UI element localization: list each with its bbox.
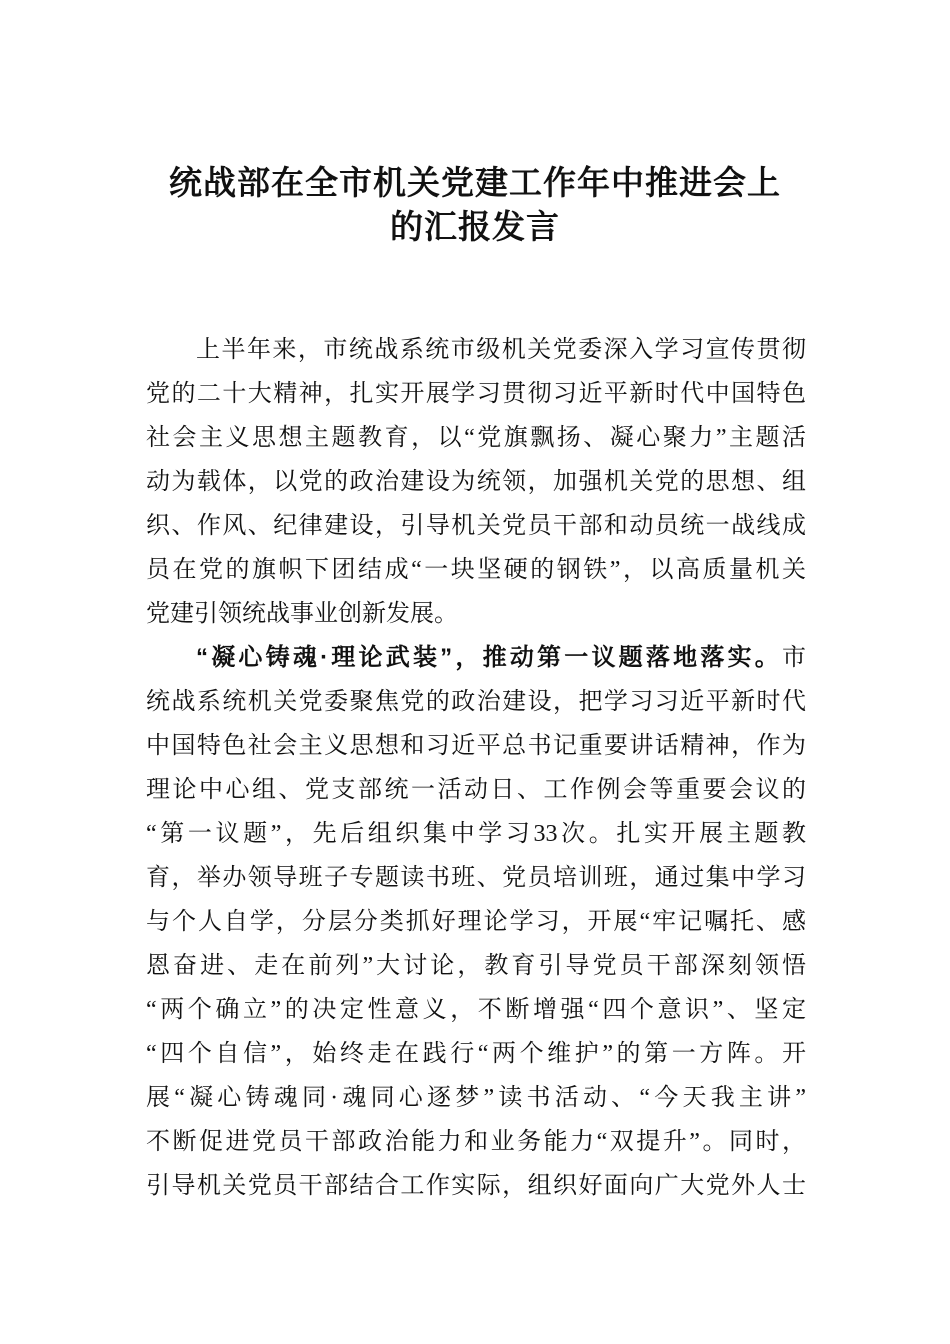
text-line: 员在党的旗帜下团结成“一块坚硬的钢铁”，以高质量机关 — [146, 557, 806, 583]
text-line: “四个自信”，始终走在践行“两个维护”的第一方阵。开 — [146, 1041, 806, 1067]
document-title-line-1: 统战部在全市机关党建工作年中推进会上 — [169, 166, 781, 202]
text-line: 党的二十大精神，扎实开展学习贯彻习近平新时代中国特色 — [146, 381, 806, 407]
paragraph-theory — [146, 636, 806, 1208]
heading-tail: 市 — [782, 645, 806, 671]
text-line: 统战系统机关党委聚焦党的政治建设，把学习习近平新时代 — [146, 689, 806, 715]
text-line: 党建引领统战事业创新发展。 — [146, 601, 458, 627]
text-line: 中国特色社会主义思想和习近平总书记重要讲话精神，作为 — [146, 733, 806, 759]
section-heading: “凝心铸魂·理论武装”，推动第一议题落地落实。 — [196, 644, 782, 671]
document-body — [146, 328, 806, 1208]
text-line: 动为载体，以党的政治建设为统领，加强机关党的思想、组 — [146, 469, 806, 495]
text-line: 上半年来，市统战系统市级机关党委深入学习宣传贯彻 — [196, 337, 806, 363]
text-line: 与个人自学，分层分类抓好理论学习，开展“牢记嘱托、感 — [146, 909, 806, 935]
document-title-line-2: 的汇报发言 — [390, 210, 560, 246]
text-line: 织、作风、纪律建设，引导机关党员干部和动员统一战线成 — [146, 513, 806, 539]
text-line: “两个确立”的决定性意义，不断增强“四个意识”、坚定 — [146, 997, 806, 1023]
text-line: 社会主义思想主题教育，以“党旗飘扬、凝心聚力”主题活 — [146, 425, 806, 451]
text-line: 恩奋进、走在前列”大讨论，教育引导党员干部深刻领悟 — [146, 953, 806, 979]
text-line: 引导机关党员干部结合工作实际，组织好面向广大党外人士 — [146, 1173, 806, 1199]
text-line: 理论中心组、党支部统一活动日、工作例会等重要会议的 — [146, 777, 806, 803]
text-line: 展“凝心铸魂同·魂同心逐梦”读书活动、“今天我主讲” — [146, 1085, 806, 1111]
text-line: 不断促进党员干部政治能力和业务能力“双提升”。同时， — [146, 1129, 806, 1155]
paragraph-intro — [146, 328, 806, 636]
text-line: 育，举办领导班子专题读书班、党员培训班，通过集中学习 — [146, 865, 806, 891]
text-line: “第一议题”，先后组织集中学习33次。扎实开展主题教 — [146, 821, 806, 847]
text-line — [146, 636, 806, 680]
